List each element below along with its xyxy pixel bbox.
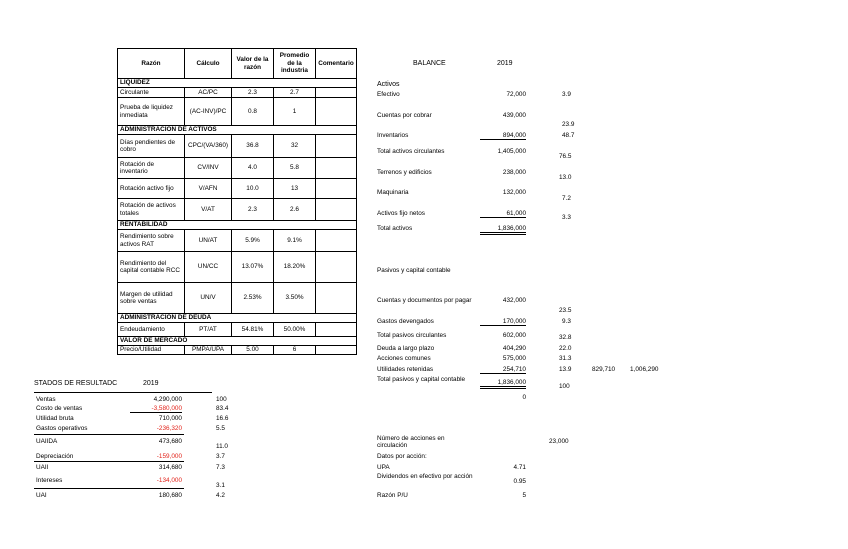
header-comentario: Comentario	[316, 49, 357, 79]
activos-label: Activos	[377, 81, 400, 88]
pasivos-label: Pasivos y capital contable	[377, 267, 451, 274]
acciones-label: Número de acciones en circulación	[377, 435, 445, 450]
table-row: Rotación de activos totales V/AT 2.3 2.6	[118, 199, 357, 221]
table-row: Endeudamiento PT/AT 54.81% 50.00%	[118, 323, 357, 337]
table-row: Rotación activo fijo V/AFN 10.0 13	[118, 179, 357, 199]
dividendos-value: 0.95	[513, 478, 526, 485]
pu-value: 5	[522, 492, 526, 499]
table-row: Circulante AC/PC 2.3 2.7	[118, 88, 357, 98]
income-title: STADOS DE RESULTADC	[34, 380, 118, 387]
section-liquidez: LIQUIDEZ	[118, 79, 357, 88]
section-actividad: ADMINISTRACIÓN DE ACTIVOS	[118, 126, 357, 135]
header-valor: Valor de la razón	[232, 49, 274, 79]
extra-value-2: 1,006,290	[630, 366, 659, 373]
table-row: Rendimiento del capital contable RCC UN/CC 13.07% 18.20%	[118, 252, 357, 283]
datos-label: Datos por acción:	[377, 453, 427, 460]
table-row: Prueba de liquidez inmediata (AC-INV)/PC 0.8 1	[118, 98, 357, 126]
header-calculo: Cálculo	[185, 49, 232, 79]
table-row: Margen de utilidad sobre ventas UN/V 2.53% 3.50%	[118, 283, 357, 314]
table-row: Rendimiento sobre activos RAT UN/AT 5.9% 9.1%	[118, 230, 357, 252]
header-razon: Razón	[118, 49, 185, 79]
upa-label: UPA	[377, 464, 390, 471]
table-row: Precio/Utilidad PMPA/UPA 5.00 6	[118, 346, 357, 355]
balance-difference: 0	[522, 394, 526, 401]
dividendos-label: Dividendos en efectivo por acción	[377, 473, 473, 480]
pu-label: Razón P/U	[377, 492, 408, 499]
ratios-table	[117, 48, 357, 355]
income-year: 2019	[143, 380, 159, 387]
table-row: Días pendientes de cobro CPC/(VA/360) 36.8 32	[118, 135, 357, 158]
section-mercado: VALOR DE MERCADO	[118, 337, 357, 346]
balance-title: BALANCE	[413, 60, 446, 67]
header-promedio: Promedio de la industria	[274, 49, 316, 79]
acciones-value: 23,000	[549, 438, 569, 445]
section-deuda: ADMINISTRACIÓN DE DEUDA	[118, 314, 357, 323]
table-row: Rotación de inventario CV/INV 4.0 5.8	[118, 158, 357, 179]
extra-value-1: 829,710	[592, 366, 616, 373]
upa-value: 4.71	[513, 464, 526, 471]
section-rentabilidad: RENTABILIDAD	[118, 221, 357, 230]
balance-year: 2019	[497, 60, 513, 67]
